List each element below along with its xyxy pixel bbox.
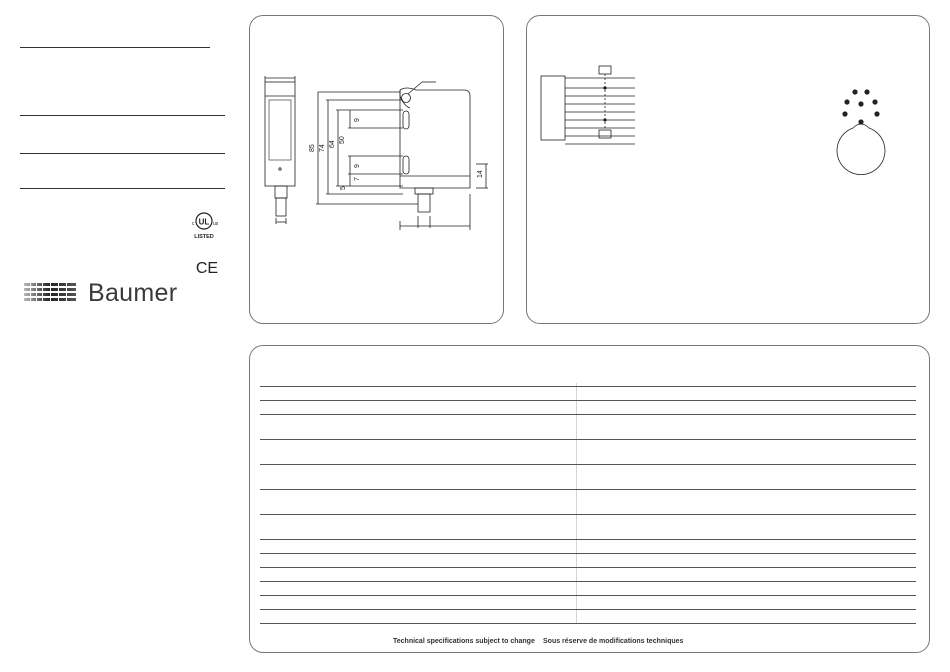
- table-row-line: [260, 400, 916, 401]
- svg-text:us: us: [213, 221, 219, 227]
- table-column-divider: [576, 383, 577, 623]
- table-row-line: [260, 539, 916, 540]
- svg-text:UL: UL: [198, 217, 210, 227]
- svg-text:74: 74: [319, 144, 326, 152]
- footer-note-en: Technical specifications subject to change: [393, 638, 535, 645]
- footer-note-fr: Sous réserve de modifications techniques: [543, 638, 684, 645]
- table-row-line: [260, 386, 916, 387]
- connection-diagram: [527, 16, 929, 323]
- svg-text:CE: CE: [195, 260, 219, 276]
- table-row-line: [260, 464, 916, 465]
- dimension-drawing: [250, 16, 503, 323]
- ce-mark: [194, 258, 220, 276]
- svg-text:14: 14: [477, 170, 484, 178]
- table-row-line: [260, 567, 916, 568]
- svg-text:9: 9: [354, 118, 361, 122]
- table-row-line: [260, 623, 916, 624]
- svg-text:9: 9: [354, 164, 361, 168]
- table-row-line: [260, 514, 916, 515]
- table-row-line: [260, 609, 916, 610]
- rule-4: [20, 188, 225, 189]
- svg-text:7: 7: [354, 177, 361, 181]
- table-row-line: [260, 595, 916, 596]
- table-row-line: [260, 439, 916, 440]
- rule-1: [20, 47, 210, 48]
- specification-table-panel: [249, 345, 930, 653]
- svg-text:50: 50: [339, 136, 346, 144]
- svg-text:5: 5: [340, 186, 347, 190]
- table-row-line: [260, 414, 916, 415]
- table-row-line: [260, 489, 916, 490]
- ul-listed-mark: [188, 210, 222, 242]
- connection-diagram-panel: [526, 15, 930, 324]
- svg-text:LISTED: LISTED: [194, 234, 214, 240]
- rule-3: [20, 153, 225, 154]
- baumer-logo-pattern: [24, 283, 76, 301]
- svg-text:64: 64: [329, 140, 336, 148]
- rule-2: [20, 115, 225, 116]
- svg-text:c: c: [192, 221, 195, 227]
- svg-text:85: 85: [309, 144, 316, 152]
- table-row-line: [260, 553, 916, 554]
- table-row-line: [260, 581, 916, 582]
- brand-name: Baumer: [88, 279, 178, 307]
- dimension-drawing-panel: [249, 15, 504, 324]
